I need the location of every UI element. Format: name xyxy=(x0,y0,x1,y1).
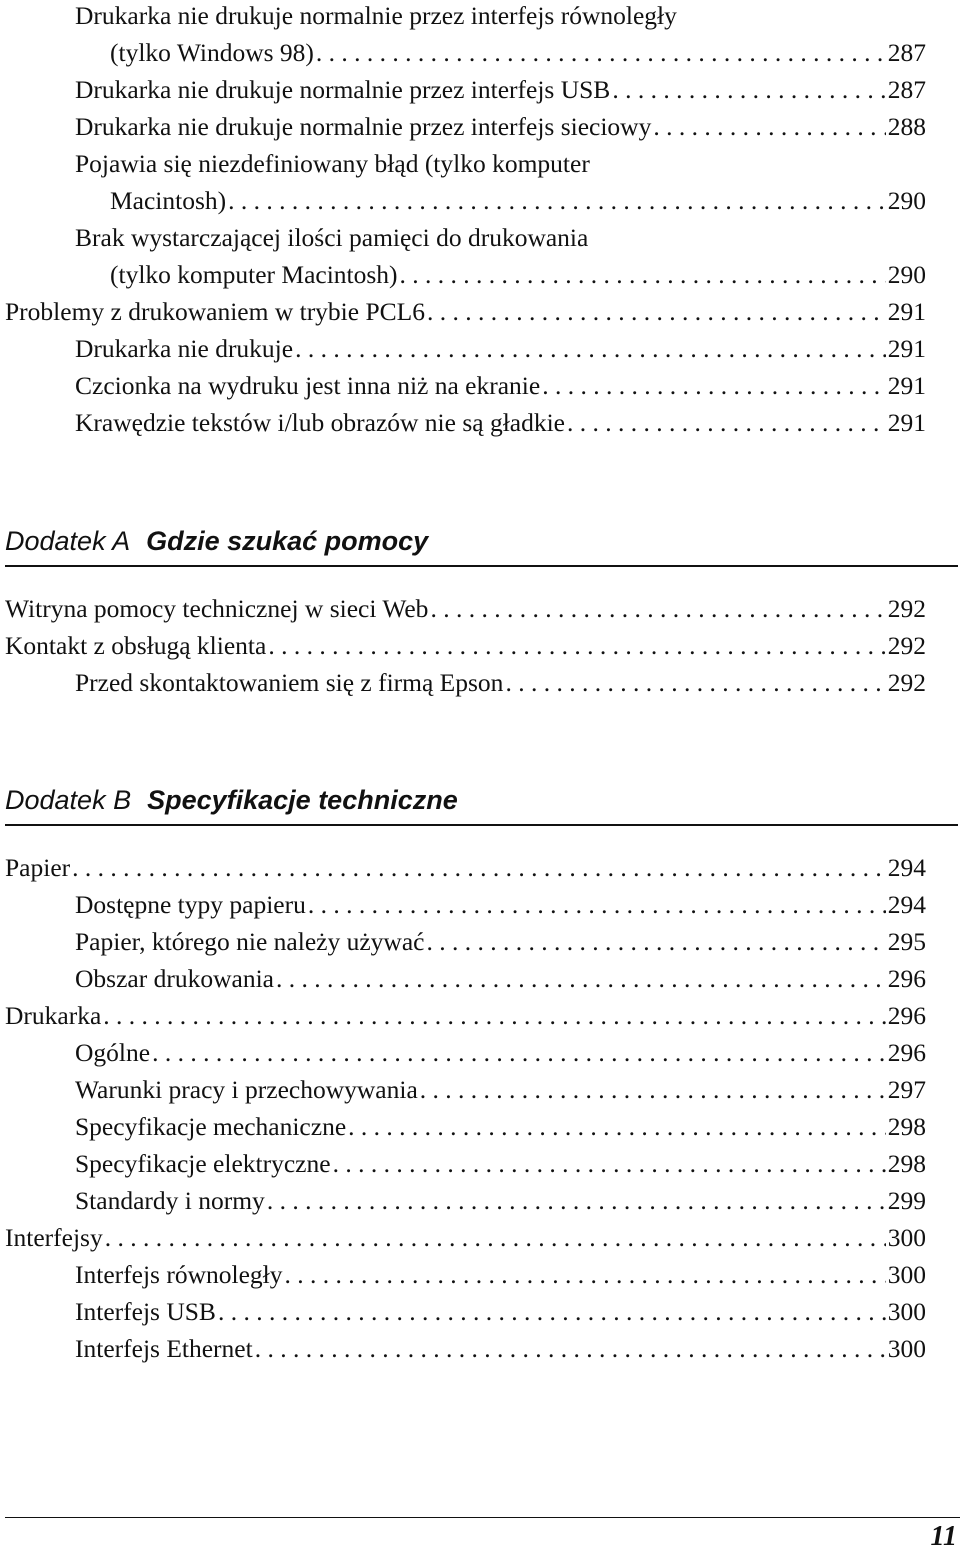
toc-line[interactable] xyxy=(5,590,926,627)
toc-line[interactable] xyxy=(75,1108,926,1145)
leader-dots xyxy=(228,182,886,219)
leader-dots xyxy=(268,627,885,664)
toc-entry-title: Interfejs Ethernet xyxy=(75,1334,253,1363)
page-number: 11 xyxy=(930,1521,957,1552)
toc-entry-page: 300 xyxy=(887,1297,926,1326)
leader-dots xyxy=(316,34,886,71)
toc-entry-title: Dostępne typy papieru xyxy=(75,890,306,919)
toc-line[interactable] xyxy=(110,256,926,293)
leader-dots xyxy=(653,108,885,145)
toc-entry-page: 291 xyxy=(887,371,926,400)
leader-dots xyxy=(295,330,886,367)
toc-entry-page: 290 xyxy=(887,186,926,215)
toc-entry-title: Papier xyxy=(5,853,71,882)
leader-dots xyxy=(612,71,885,108)
toc-line[interactable] xyxy=(75,1071,926,1108)
appendix-title: Specyfikacje techniczne xyxy=(147,785,458,815)
toc-entry-page: 300 xyxy=(887,1260,926,1289)
toc-entry-title: Interfejsy xyxy=(5,1223,103,1252)
toc-line[interactable] xyxy=(75,367,926,404)
toc-entry-page: 288 xyxy=(887,112,926,141)
leader-dots xyxy=(426,923,885,960)
leader-dots xyxy=(430,590,885,627)
toc-line[interactable] xyxy=(75,108,926,145)
toc-line[interactable] xyxy=(75,219,926,256)
leader-dots xyxy=(542,367,886,404)
toc-line[interactable] xyxy=(75,0,926,34)
toc-entry-title: Interfejs USB xyxy=(75,1297,216,1326)
toc-entry-page: 292 xyxy=(887,668,926,697)
leader-dots xyxy=(427,293,886,330)
toc-entry-title: Warunki pracy i przechowywania xyxy=(75,1075,418,1104)
leader-dots xyxy=(218,1293,886,1330)
leader-dots xyxy=(567,404,886,441)
leader-dots xyxy=(255,1330,886,1367)
toc-line[interactable] xyxy=(75,664,926,701)
appendix-a-heading[interactable] xyxy=(5,524,428,558)
leader-dots xyxy=(103,997,885,1034)
toc-line[interactable] xyxy=(5,849,926,886)
toc-entry-page: 296 xyxy=(887,1038,926,1067)
toc-entry-title: Drukarka nie drukuje normalnie przez interfejs USB xyxy=(75,75,611,104)
toc-entry-page: 298 xyxy=(887,1112,926,1141)
toc-entry-title: (tylko komputer Macintosh) xyxy=(110,260,398,289)
toc-entry-page: 300 xyxy=(887,1334,926,1363)
toc-line[interactable] xyxy=(75,145,926,182)
toc-entry-page: 299 xyxy=(887,1186,926,1215)
toc-entry-title: Kontakt z obsługą klienta xyxy=(5,631,267,660)
leader-dots xyxy=(333,1145,886,1182)
toc-entry-title: Czcionka na wydruku jest inna niż na ekranie xyxy=(75,371,541,400)
toc-entry-page: 290 xyxy=(887,260,926,289)
toc-line[interactable] xyxy=(75,1293,926,1330)
toc-entry-page: 298 xyxy=(887,1149,926,1178)
toc-line[interactable] xyxy=(75,404,926,441)
toc-line[interactable] xyxy=(5,1219,926,1256)
toc-line[interactable] xyxy=(75,330,926,367)
toc-entry-title: Przed skontaktowaniem się z firmą Epson xyxy=(75,668,504,697)
toc-line[interactable] xyxy=(110,34,926,71)
leader-dots xyxy=(400,256,886,293)
footer-rule xyxy=(5,1517,960,1518)
toc-entry-title: Drukarka nie drukuje normalnie przez interfejs równoległy xyxy=(75,1,677,30)
toc-entry-page: 291 xyxy=(887,297,926,326)
toc-entry-page: 296 xyxy=(887,964,926,993)
appendix-label: Dodatek A xyxy=(5,526,131,556)
toc-entry-title: Problemy z drukowaniem w trybie PCL6 xyxy=(5,297,425,326)
toc-line[interactable] xyxy=(75,960,926,997)
toc-line[interactable] xyxy=(75,1182,926,1219)
toc-entry-page: 287 xyxy=(887,38,926,67)
toc-entry-page: 294 xyxy=(887,853,926,882)
toc-entry-title: Krawędzie tekstów i/lub obrazów nie są gładkie xyxy=(75,408,566,437)
toc-line[interactable] xyxy=(75,1256,926,1293)
toc-entry-page: 294 xyxy=(887,890,926,919)
toc-line[interactable] xyxy=(5,627,926,664)
leader-dots xyxy=(420,1071,886,1108)
leader-dots xyxy=(308,886,886,923)
toc-entry-page: 300 xyxy=(887,1223,926,1252)
appendix-b-heading[interactable] xyxy=(5,783,458,817)
toc-entry-page: 291 xyxy=(887,334,926,363)
toc-entry-title: (tylko Windows 98) xyxy=(110,38,314,67)
toc-entry-page: 295 xyxy=(887,927,926,956)
toc-line[interactable] xyxy=(75,1034,926,1071)
section-rule xyxy=(5,824,958,826)
toc-entry-title: Witryna pomocy technicznej w sieci Web xyxy=(5,594,429,623)
toc-entry-title: Standardy i normy xyxy=(75,1186,265,1215)
leader-dots xyxy=(284,1256,885,1293)
toc-entry-title: Specyfikacje mechaniczne xyxy=(75,1112,347,1141)
appendix-title: Gdzie szukać pomocy xyxy=(146,526,429,556)
toc-entry-page: 292 xyxy=(887,594,926,623)
toc-entry-title: Ogólne xyxy=(75,1038,151,1067)
toc-entry-page: 291 xyxy=(887,408,926,437)
toc-entry-title: Drukarka nie drukuje xyxy=(75,334,294,363)
toc-entry-page: 292 xyxy=(887,631,926,660)
toc-entry-title: Drukarka nie drukuje normalnie przez interfejs sieciowy xyxy=(75,112,652,141)
toc-entry-title: Papier, którego nie należy używać xyxy=(75,927,425,956)
toc-entry-title: Drukarka xyxy=(5,1001,102,1030)
toc-line[interactable] xyxy=(75,886,926,923)
toc-entry-title: Pojawia się niezdefiniowany błąd (tylko komputer xyxy=(75,149,590,178)
toc-line[interactable] xyxy=(5,293,926,330)
toc-line[interactable] xyxy=(75,71,926,108)
section-rule xyxy=(5,565,958,567)
toc-entry-page: 296 xyxy=(887,1001,926,1030)
toc-entry-title: Obszar drukowania xyxy=(75,964,274,993)
leader-dots xyxy=(505,664,885,701)
leader-dots xyxy=(105,1219,886,1256)
toc-line[interactable] xyxy=(5,997,926,1034)
toc-line[interactable] xyxy=(75,923,926,960)
leader-dots xyxy=(348,1108,886,1145)
toc-line[interactable] xyxy=(110,182,926,219)
toc-entry-title: Specyfikacje elektryczne xyxy=(75,1149,331,1178)
toc-line[interactable] xyxy=(75,1330,926,1367)
leader-dots xyxy=(72,849,886,886)
toc-line[interactable] xyxy=(75,1145,926,1182)
toc-entry-title: Macintosh) xyxy=(110,186,227,215)
leader-dots xyxy=(276,960,886,997)
leader-dots xyxy=(267,1182,886,1219)
toc-entry-page: 287 xyxy=(887,75,926,104)
toc-entry-title: Interfejs równoległy xyxy=(75,1260,283,1289)
leader-dots xyxy=(152,1034,886,1071)
toc-entry-page: 297 xyxy=(887,1075,926,1104)
toc-entry-title: Brak wystarczającej ilości pamięci do drukowania xyxy=(75,223,589,252)
appendix-label: Dodatek B xyxy=(5,785,132,815)
